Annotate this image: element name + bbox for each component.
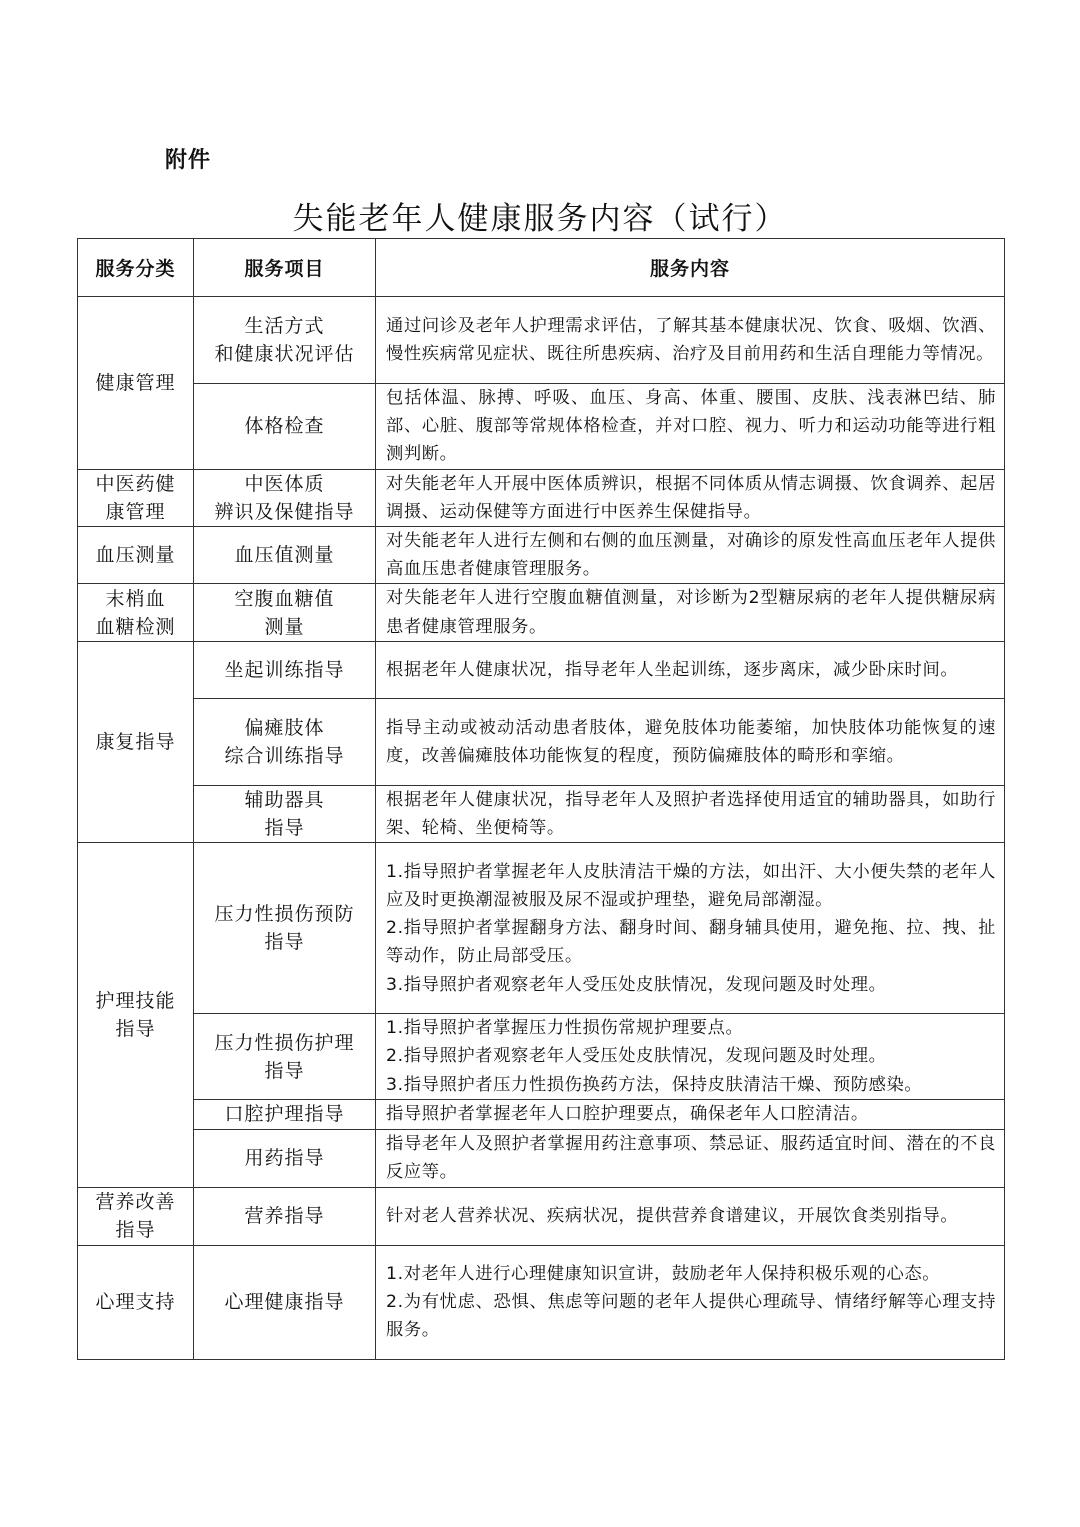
service-content-paragraph: 对失能老年人进行左侧和右侧的血压测量，对确诊的原发性高血压老年人提供高血压患者健康管理服务。 <box>386 531 996 580</box>
service-content-paragraph: 对失能老年人进行空腹血糖值测量，对诊断为2型糖尿病的老年人提供糖尿病患者健康管理服务。 <box>386 588 996 637</box>
service-content <box>376 584 1005 641</box>
service-content-paragraph: 1.指导照护者掌握压力性损伤常规护理要点。 <box>386 1018 744 1039</box>
table-row <box>78 1245 1005 1359</box>
service-content-paragraph: 对失能老年人开展中医体质辨识，根据不同体质从情志调摄、饮食调养、起居调摄、运动保健等方面进行中医养生保健指导。 <box>386 473 996 522</box>
service-category-line: 末梢血 <box>105 587 166 610</box>
document-title: 失能老年人健康服务内容（试行） <box>292 201 788 237</box>
service-item <box>194 698 376 785</box>
table-row <box>78 527 1005 584</box>
service-category-label: 心理支持 <box>95 1291 176 1314</box>
service-item <box>194 1099 376 1129</box>
service-category-line: 指导 <box>115 1018 156 1041</box>
service-content <box>376 1129 1005 1187</box>
service-content-paragraph: 根据老年人健康状况，指导老年人坐起训练，逐步离床，减少卧床时间。 <box>386 659 959 680</box>
service-item <box>194 469 376 526</box>
service-item-line: 和健康状况评估 <box>214 343 355 365</box>
service-item <box>194 1245 376 1359</box>
table-row <box>78 1129 1005 1187</box>
service-category-label: 血压测量 <box>95 544 176 567</box>
service-category <box>78 469 194 526</box>
service-category-label: 康复指导 <box>95 731 176 754</box>
service-content <box>376 1099 1005 1129</box>
service-content-paragraph: 3.指导照护者压力性损伤换药方法，保持皮肤清洁干燥、预防感染。 <box>386 1074 923 1095</box>
service-item-line: 辅助器具 <box>244 789 325 812</box>
service-table <box>77 238 1005 1360</box>
service-item-line: 辨识及保健指导 <box>214 500 355 523</box>
service-item <box>194 1187 376 1245</box>
service-item <box>194 384 376 470</box>
service-item-line: 口腔护理指导 <box>224 1103 345 1126</box>
service-category-line: 护理技能 <box>95 990 176 1013</box>
service-category-line: 营养改善 <box>95 1191 176 1214</box>
service-item <box>194 785 376 842</box>
service-content-paragraph: 3.指导照护者观察老年人受压处皮肤情况，发现问题及时处理。 <box>386 974 887 995</box>
service-item <box>194 1014 376 1100</box>
service-content-paragraph: 2.指导照护者观察老年人受压处皮肤情况，发现问题及时处理。 <box>386 1046 887 1067</box>
service-item-line: 指导 <box>264 1059 305 1082</box>
service-item <box>194 584 376 641</box>
service-item-line: 中医体质 <box>244 472 325 495</box>
table-row <box>78 584 1005 641</box>
header-category: 服务分类 <box>78 239 194 297</box>
table-row <box>78 1099 1005 1129</box>
service-content-paragraph: 2.为有忧虑、恐惧、焦虑等问题的老年人提供心理疏导、情绪纾解等心理支持服务。 <box>386 1292 996 1341</box>
service-item-line: 体格检查 <box>244 415 325 438</box>
service-content-paragraph: 根据老年人健康状况，指导老年人及照护者选择使用适宜的辅助器具，如助行架、轮椅、坐便椅等。 <box>386 789 996 839</box>
service-content <box>376 698 1005 785</box>
service-content-paragraph: 通过问诊及老年人护理需求评估，了解其基本健康状况、饮食、吸烟、饮酒、慢性疾病常见症状、既往所患疾病、治疗及目前用药和生活自理能力等情况。 <box>386 315 996 364</box>
service-content-paragraph: 1.指导照护者掌握老年人皮肤清洁干燥的方法，如出汗、大小便失禁的老年人应及时更换潮湿被服及尿不湿或护理垫，避免局部潮湿。 <box>386 861 996 910</box>
service-item-line: 生活方式 <box>244 315 325 337</box>
service-content-paragraph: 指导主动或被动活动患者肢体，避免肢体功能萎缩，加快肢体功能恢复的速度，改善偏瘫肢体功能恢复的程度，预防偏瘫肢体的畸形和挛缩。 <box>386 717 996 766</box>
table-row <box>78 384 1005 470</box>
service-content <box>376 843 1005 1014</box>
service-content-paragraph: 包括体温、脉搏、呼吸、血压、身高、体重、腰围、皮肤、浅表淋巴结、肺部、心脏、腹部等常规体格检查，并对口腔、视力、听力和运动功能等进行粗测判断。 <box>386 388 996 465</box>
service-item-line: 指导 <box>264 817 305 840</box>
attachment-label: 附件 <box>165 148 212 173</box>
service-content-paragraph: 指导老年人及照护者掌握用药注意事项、禁忌证、服药适宜时间、潜在的不良反应等。 <box>386 1134 996 1183</box>
service-content <box>376 527 1005 584</box>
service-content <box>376 1245 1005 1359</box>
service-item-line: 综合训练指导 <box>224 744 345 767</box>
service-content <box>376 469 1005 526</box>
service-category-line: 康管理 <box>105 500 166 523</box>
service-item-line: 血压值测量 <box>234 544 335 567</box>
service-item-line: 压力性损伤护理 <box>214 1031 355 1054</box>
service-item-line: 坐起训练指导 <box>224 658 345 681</box>
service-item <box>194 843 376 1014</box>
table-row <box>78 469 1005 526</box>
service-category <box>78 584 194 641</box>
table-header-row <box>78 239 1005 297</box>
service-content <box>376 297 1005 384</box>
service-category <box>78 527 194 584</box>
table-row <box>78 698 1005 785</box>
table-row <box>78 1187 1005 1245</box>
service-item-line: 测量 <box>264 615 305 638</box>
service-item-line: 用药指导 <box>244 1147 325 1170</box>
service-category <box>78 641 194 842</box>
table-row <box>78 641 1005 698</box>
service-category-line: 血糖检测 <box>95 615 176 638</box>
service-content-paragraph: 指导照护者掌握老年人口腔护理要点，确保老年人口腔清洁。 <box>386 1104 869 1125</box>
service-content-paragraph: 1.对老年人进行心理健康知识宣讲，鼓励老年人保持积极乐观的心态。 <box>386 1264 941 1285</box>
service-content-paragraph: 针对老人营养状况、疾病状况，提供营养食谱建议，开展饮食类别指导。 <box>386 1206 959 1227</box>
service-category-line: 指导 <box>115 1219 156 1242</box>
service-content <box>376 1014 1005 1100</box>
service-item <box>194 1129 376 1187</box>
service-content <box>376 1187 1005 1245</box>
service-category <box>78 1187 194 1245</box>
service-content-paragraph: 2.指导照护者掌握翻身方法、翻身时间、翻身辅具使用，避免拖、拉、拽、扯等动作，防止局部受压。 <box>386 918 996 967</box>
table-row <box>78 297 1005 384</box>
service-item-line: 压力性损伤预防 <box>214 903 355 926</box>
service-category <box>78 297 194 470</box>
service-item <box>194 527 376 584</box>
service-content <box>376 785 1005 842</box>
service-item-line: 指导 <box>264 931 305 954</box>
header-content: 服务内容 <box>376 239 1005 297</box>
service-category-label: 健康管理 <box>95 371 176 394</box>
header-item: 服务项目 <box>194 239 376 297</box>
service-content <box>376 641 1005 698</box>
service-item-line: 营养指导 <box>244 1205 325 1228</box>
table-row <box>78 785 1005 842</box>
service-category-line: 中医药健 <box>95 472 176 495</box>
service-category <box>78 843 194 1188</box>
service-item <box>194 641 376 698</box>
service-category <box>78 1245 194 1359</box>
service-item-line: 心理健康指导 <box>224 1291 345 1314</box>
table-body <box>78 297 1005 1360</box>
table-row <box>78 1014 1005 1100</box>
service-item-line: 空腹血糖值 <box>234 587 335 610</box>
service-item <box>194 297 376 384</box>
service-content <box>376 384 1005 470</box>
table-row <box>78 843 1005 1014</box>
service-item-line: 偏瘫肢体 <box>244 716 325 739</box>
